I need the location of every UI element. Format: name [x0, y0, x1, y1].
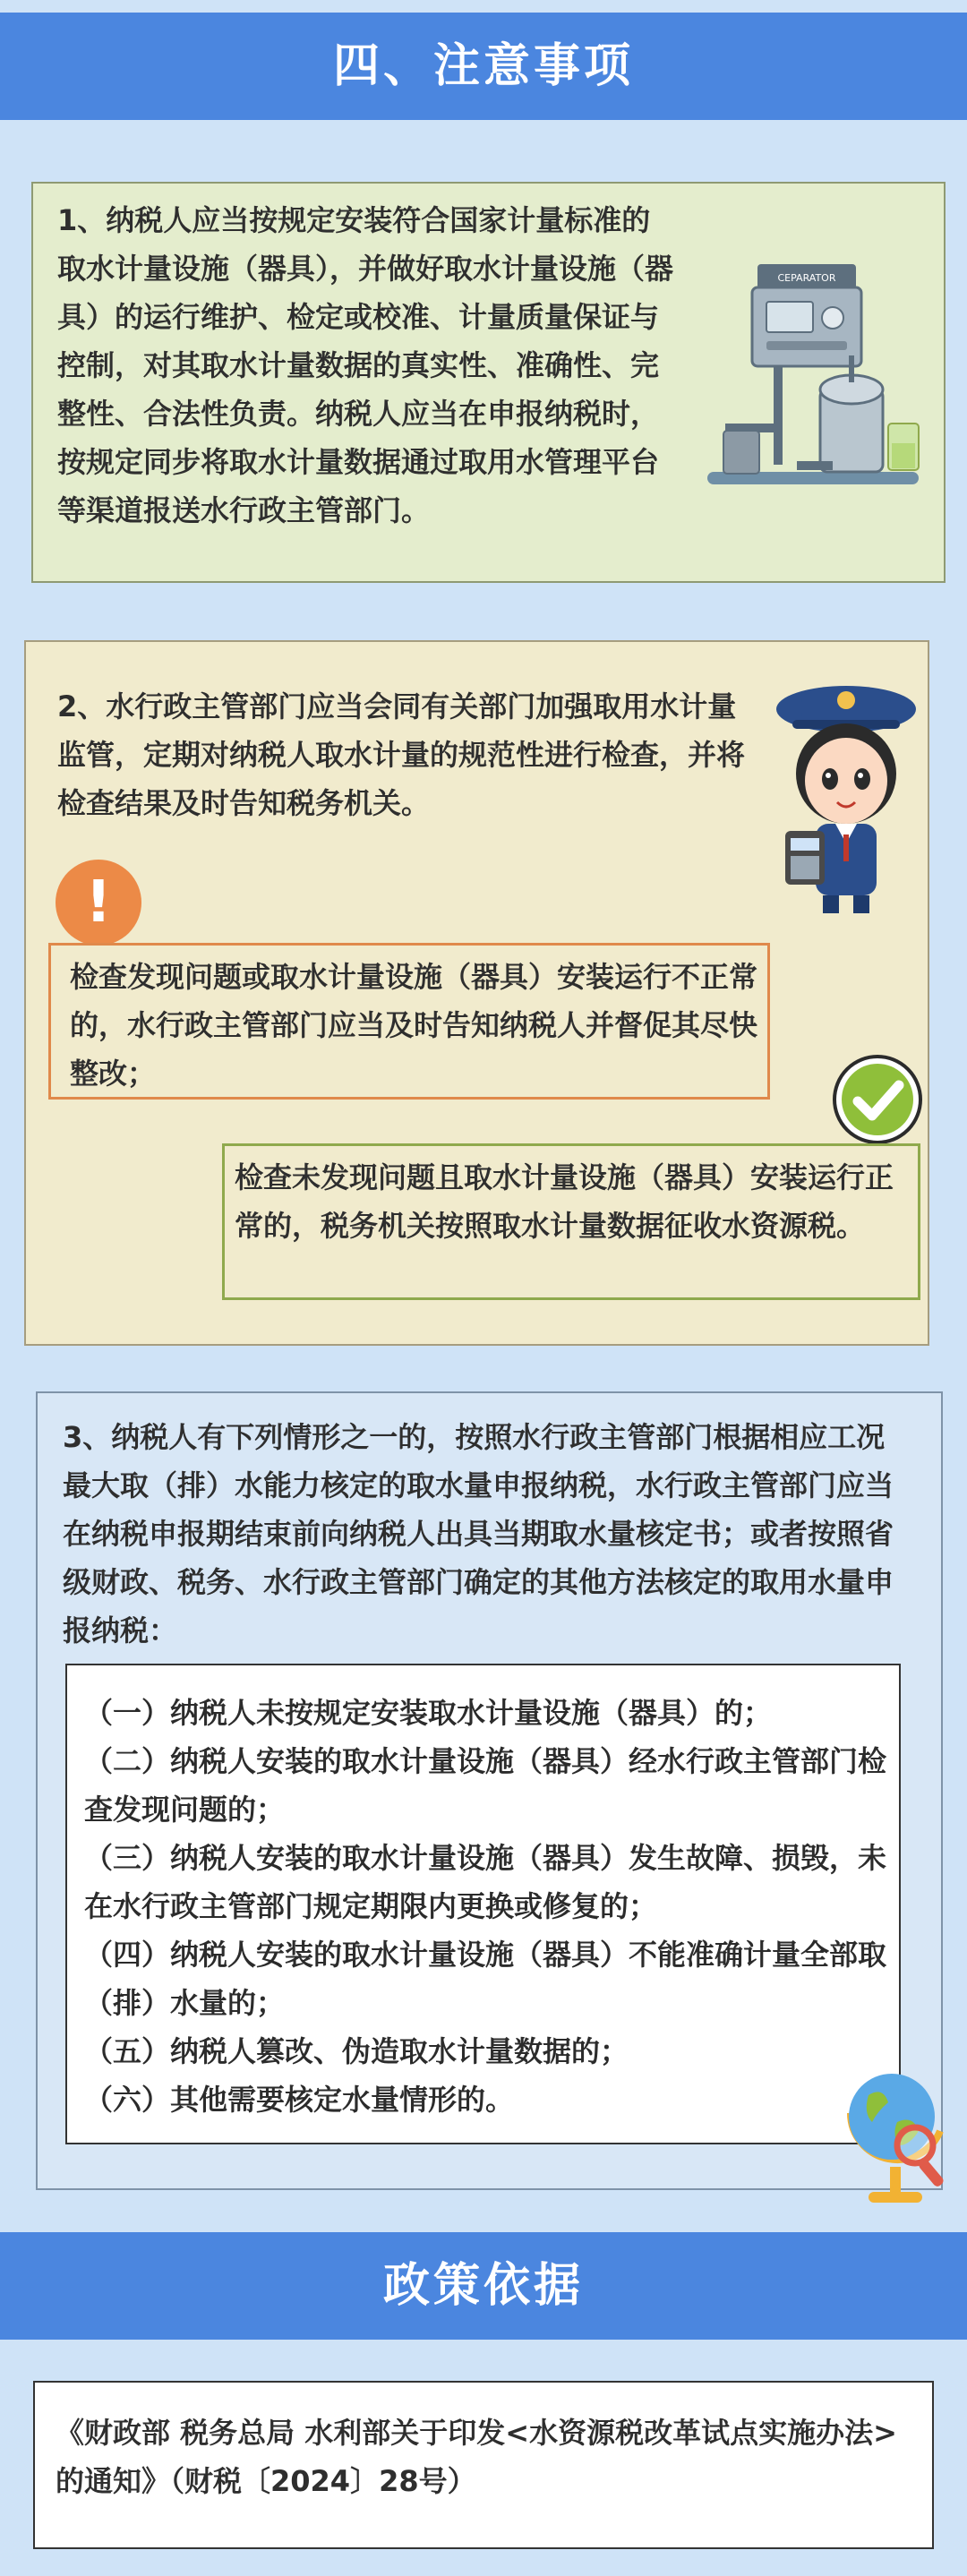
policy-text: 《财政部 税务总局 水利部关于印发<水资源税改革试点实施办法>的通知》（财税〔2024〕28号）	[56, 2416, 897, 2498]
warning-icon	[56, 860, 141, 946]
machine-label: CEPARATOR	[777, 272, 836, 284]
globe-magnifier-icon	[833, 2059, 958, 2212]
tax-officer-avatar	[766, 673, 927, 915]
policy-title: 政策依据	[382, 2259, 584, 2313]
water-meter-machine-illustration	[698, 255, 931, 497]
note-1-text: 1、纳税人应当按规定安装符合国家计量标准的取水计量设施（器具），并做好取水计量设施（器具）的运行维护、检定或校准、计量质量保证与控制，对其取水计量数据的真实性、准确性、完整性、合法性负责。纳税人应当在申报纳税时，按规定同步将取水计量数据通过取用水管理平台等渠道报送水行政主管部门。	[57, 203, 674, 527]
list-item: （四）纳税人安装的取水计量设施（器具）不能准确计量全部取（排）水量的；	[84, 1938, 887, 2020]
note-3-text: 3、纳税人有下列情形之一的，按照水行政主管部门根据相应工况最大取（排）水能力核定的取水量申报纳税，水行政主管部门应当在纳税申报期结束前向纳税人出具当期取水量核定书；或者按照省级财政、税务、水行政主管部门确定的其他方法核定的取用水量申报纳税：	[63, 1420, 894, 1647]
situations-list	[84, 1689, 890, 2124]
warning-mark: !	[85, 869, 112, 936]
policy-header	[0, 2232, 967, 2340]
ok-text: 检查未发现问题且取水计量设施（器具）安装运行正常的，税务机关按照取水计量数据征收水资源税。	[235, 1160, 894, 1243]
section-header	[0, 13, 967, 120]
checkmark-icon	[831, 1053, 924, 1146]
section-title: 四、注意事项	[332, 39, 634, 93]
list-item: （二）纳税人安装的取水计量设施（器具）经水行政主管部门检查发现问题的；	[84, 1744, 887, 1827]
list-item: （三）纳税人安装的取水计量设施（器具）发生故障、损毁，未在水行政主管部门规定期限内更换或修复的；	[84, 1841, 887, 1923]
warning-text: 检查发现问题或取水计量设施（器具）安装运行不正常的，水行政主管部门应当及时告知纳税人并督促其尽快整改；	[70, 960, 758, 1091]
list-item: （五）纳税人篡改、伪造取水计量数据的；	[84, 2034, 629, 2068]
list-item: （六）其他需要核定水量情形的。	[84, 2083, 515, 2117]
list-item: （一）纳税人未按规定安装取水计量设施（器具）的；	[84, 1696, 773, 1730]
note-2-text: 2、水行政主管部门应当会同有关部门加强取用水计量监管，定期对纳税人取水计量的规范性进行检查，并将检查结果及时告知税务机关。	[57, 689, 746, 820]
